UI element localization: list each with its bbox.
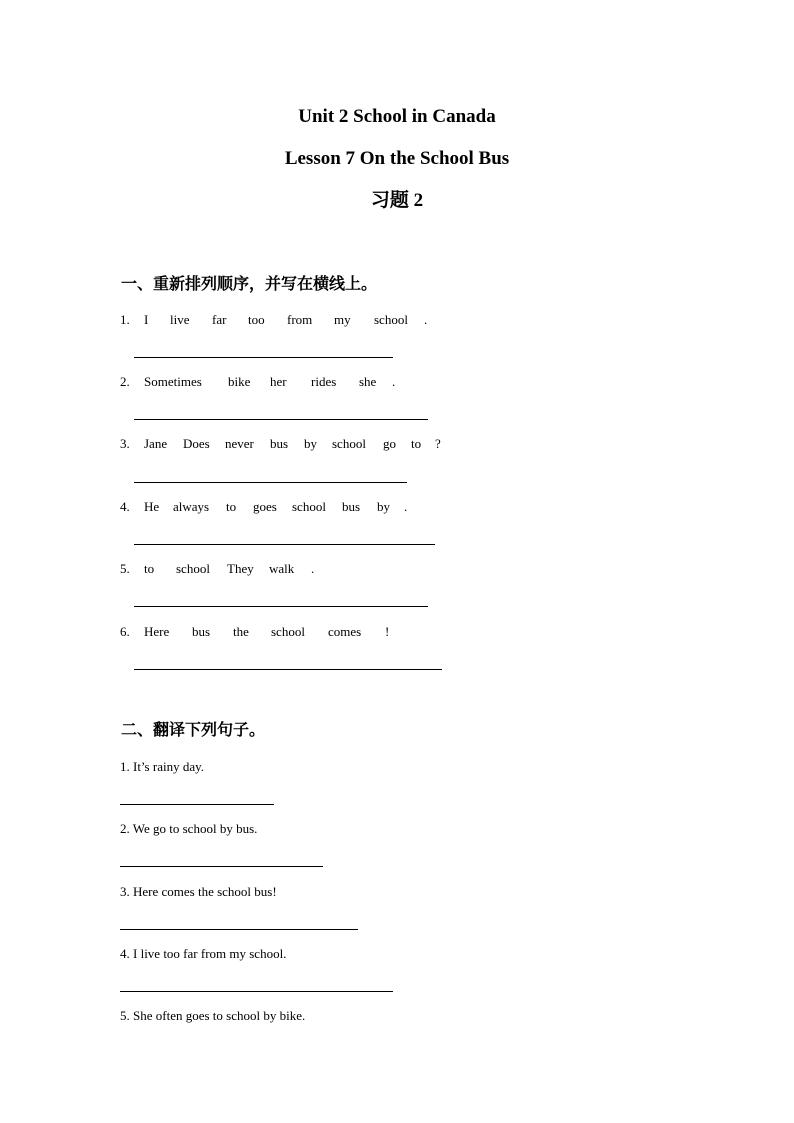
word: by — [377, 499, 390, 514]
answer-line[interactable] — [134, 482, 407, 483]
word: comes — [328, 624, 362, 639]
translate-item-3: 3. Here comes the school bus! — [120, 884, 277, 899]
word: Sometimes — [144, 374, 202, 389]
translate-item-4: 4. I live too far from my school. — [120, 946, 287, 961]
answer-line[interactable] — [134, 419, 428, 420]
answer-line[interactable] — [134, 357, 393, 358]
word: bus — [192, 624, 211, 639]
word: rides — [311, 374, 337, 389]
word: go — [383, 436, 396, 451]
word: she — [359, 374, 377, 389]
item-number: 4. — [120, 499, 130, 514]
word: the — [233, 624, 249, 639]
word: school — [292, 499, 326, 514]
section1-heading: 一、重新排列顺序，并写在横线上。 — [121, 274, 378, 293]
item-number: 6. — [120, 624, 130, 639]
answer-line[interactable] — [134, 544, 435, 545]
word: Here — [144, 624, 170, 639]
word: goes — [253, 499, 277, 514]
word: far — [212, 312, 227, 327]
word: too — [248, 312, 265, 327]
word: live — [170, 312, 190, 327]
item-number: 5. — [120, 561, 130, 576]
answer-line[interactable] — [120, 804, 274, 805]
answer-line[interactable] — [120, 991, 393, 992]
word: bus — [342, 499, 361, 514]
word: . — [404, 499, 408, 514]
word: They — [227, 561, 254, 576]
word: never — [225, 436, 254, 451]
word: to — [226, 499, 237, 514]
word: school — [332, 436, 366, 451]
item-number: 1. — [120, 312, 130, 327]
word: ? — [435, 436, 441, 451]
word: Does — [183, 436, 210, 451]
word: to — [144, 561, 155, 576]
word: walk — [269, 561, 295, 576]
translate-item-5: 5. She often goes to school by bike. — [120, 1008, 306, 1023]
word: to — [411, 436, 422, 451]
answer-line[interactable] — [134, 606, 428, 607]
word: . — [424, 312, 428, 327]
section2-heading: 二、翻译下列句子。 — [121, 720, 266, 739]
item-number: 2. — [120, 374, 130, 389]
answer-line[interactable] — [134, 669, 442, 670]
word: I — [144, 312, 149, 327]
word: by — [304, 436, 317, 451]
word: from — [287, 312, 313, 327]
word: her — [270, 374, 287, 389]
answer-line[interactable] — [120, 929, 358, 930]
lesson-title: Lesson 7 On the School Bus — [284, 148, 510, 169]
word: school — [271, 624, 305, 639]
word: school — [374, 312, 408, 327]
word: Jane — [144, 436, 168, 451]
word: my — [334, 312, 351, 327]
item-number: 3. — [120, 436, 130, 451]
word: ! — [385, 624, 390, 639]
exercise-title: 习题 2 — [370, 190, 424, 211]
word: school — [176, 561, 210, 576]
word: . — [311, 561, 315, 576]
word: bike — [228, 374, 251, 389]
word: bus — [270, 436, 289, 451]
word: He — [144, 499, 160, 514]
word: . — [392, 374, 396, 389]
unit-title: Unit 2 School in Canada — [298, 106, 496, 127]
answer-line[interactable] — [120, 866, 323, 867]
translate-item-1: 1. It’s rainy day. — [120, 759, 204, 774]
word: always — [173, 499, 210, 514]
translate-item-2: 2. We go to school by bus. — [120, 821, 258, 836]
